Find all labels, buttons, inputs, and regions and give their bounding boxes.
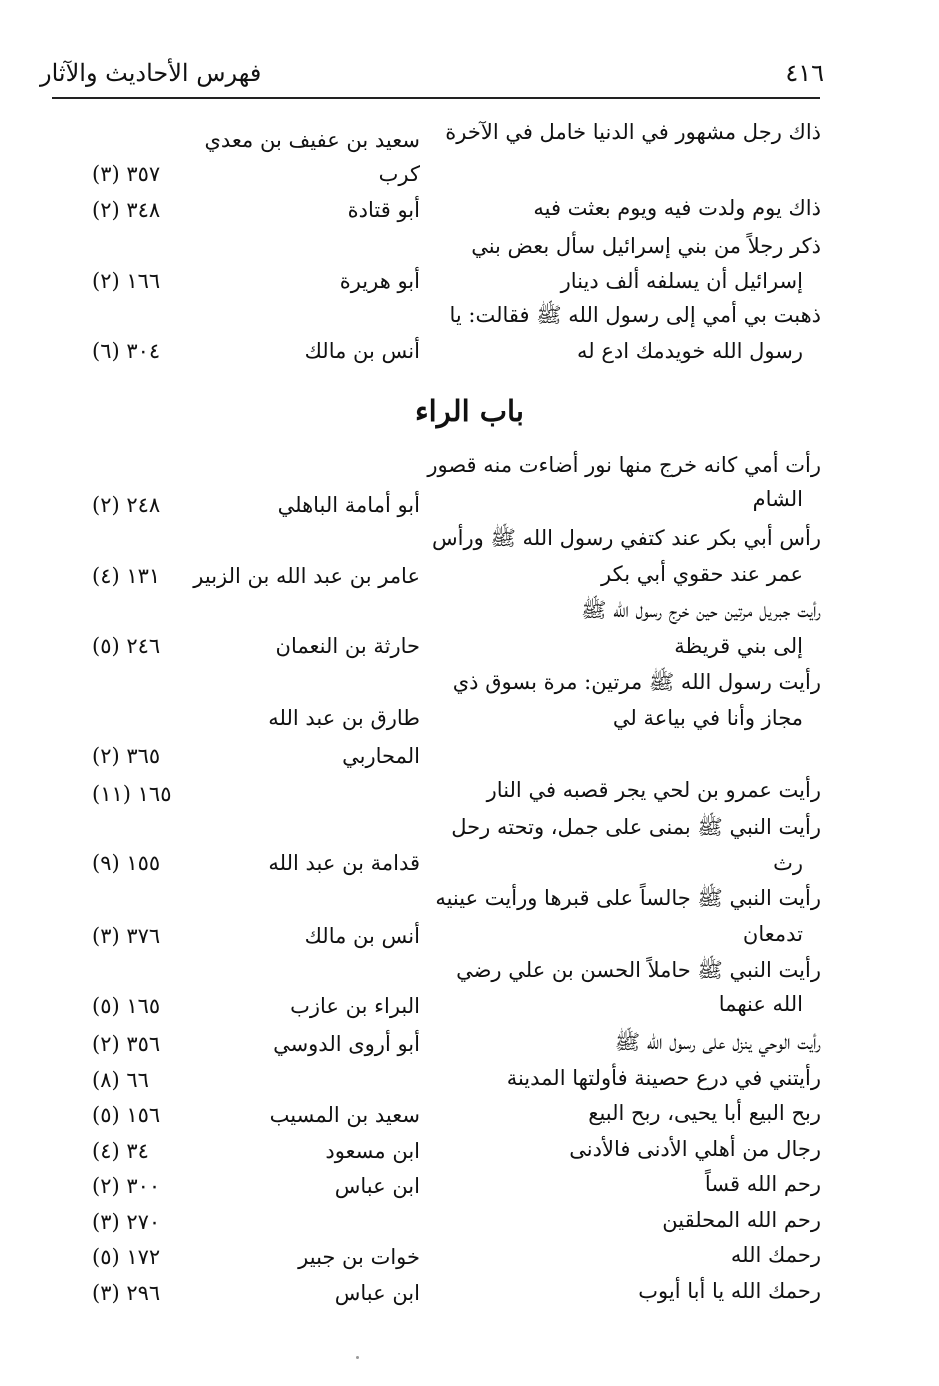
- narrator: ابن عباس: [334, 1281, 420, 1305]
- hadith-text: الشام: [752, 487, 803, 511]
- hadith-text: رحم الله المحلقين: [662, 1208, 821, 1232]
- narrator: عامر بن عبد الله بن الزبير: [193, 564, 420, 588]
- hadith-text: رأيت النبي ﷺ جالساً على قبرها ورأيت عينيه: [435, 886, 821, 910]
- hadith-text: إلى بني قريظة: [674, 634, 803, 658]
- hadith-text: تدمعان: [742, 922, 803, 946]
- reference: ٣٥٧ (٣): [92, 162, 161, 186]
- hadith-text: ذهبت بي أمي إلى رسول الله ﷺ فقالت: يا: [449, 303, 821, 327]
- running-title: فهرس الأحاديث والآثار: [40, 59, 262, 87]
- hadith-text: رأيت جبريل مرتين حين خرج رسول الله ﷺ: [581, 598, 821, 622]
- hadith-text: رأيت النبي ﷺ حاملاً الحسن بن علي رضي: [456, 958, 821, 982]
- hadith-text: رأيت النبي ﷺ بمنى على جمل، وتحته رحل: [451, 815, 821, 839]
- section-heading: باب الراء: [415, 394, 524, 428]
- scan-speck: [356, 1356, 359, 1359]
- reference: ٣٤ (٤): [92, 1139, 149, 1163]
- narrator: البراء بن عازب: [290, 994, 420, 1018]
- hadith-text: رسول الله خويدمك ادع له: [576, 339, 803, 363]
- reference: ٦٦ (٨): [92, 1068, 149, 1092]
- hadith-text: رحمك الله: [730, 1243, 821, 1267]
- narrator: أنس بن مالك: [304, 924, 420, 948]
- hadith-text: الله عنهما: [718, 992, 803, 1016]
- reference: ٢٩٦ (٣): [92, 1281, 161, 1305]
- narrator: كرب: [378, 162, 420, 186]
- narrator: أبو قتادة: [347, 198, 420, 222]
- reference: ٢٤٨ (٢): [92, 493, 161, 517]
- hadith-text: ذكر رجلاً من بني إسرائيل سأل بعض بني: [471, 234, 821, 258]
- reference: ١٦٥ (١١): [92, 782, 172, 806]
- reference: ١٧٢ (٥): [92, 1245, 161, 1269]
- hadith-text: رأيتني في درع حصينة فأولتها المدينة: [506, 1066, 821, 1090]
- page-number: ٤١٦: [785, 59, 824, 87]
- hadith-text: رث: [773, 851, 803, 875]
- narrator: خوات بن جبير: [298, 1245, 420, 1269]
- header-rule: [52, 97, 820, 99]
- reference: ١٣١ (٤): [92, 564, 161, 588]
- hadith-text: عمر عند حقوي أبي بكر: [601, 562, 803, 586]
- hadith-text: رأيت الوحي ينزل على رسول الله ﷺ: [614, 1030, 821, 1054]
- narrator: طارق بن عبد الله: [268, 706, 420, 730]
- narrator: سعيد بن عفيف بن معدي: [204, 128, 420, 152]
- narrator: ابن مسعود: [325, 1139, 420, 1163]
- reference: ٢٤٦ (٥): [92, 634, 161, 658]
- hadith-text: رأيت رسول الله ﷺ مرتين: مرة بسوق ذي: [452, 670, 821, 694]
- reference: ٣٠٠ (٢): [92, 1174, 161, 1198]
- reference: ١٦٦ (٢): [92, 269, 161, 293]
- hadith-text: ربح البيع أبا يحيى، ربح البيع: [588, 1101, 821, 1125]
- reference: ١٦٥ (٥): [92, 994, 161, 1018]
- reference: ١٥٦ (٥): [92, 1103, 161, 1127]
- narrator: أبو أمامة الباهلي: [277, 493, 420, 517]
- narrator: أنس بن مالك: [304, 339, 420, 363]
- hadith-text: رأيت عمرو بن لحي يجر قصبه في النار: [486, 778, 821, 802]
- hadith-text: رحمك الله يا أبا أيوب: [638, 1279, 821, 1303]
- reference: ٣٥٦ (٢): [92, 1032, 161, 1056]
- narrator: أبو هريرة: [339, 269, 420, 293]
- reference: ٣٤٨ (٢): [92, 198, 161, 222]
- hadith-text: رحم الله قساً: [704, 1172, 821, 1196]
- reference: ٣٧٦ (٣): [92, 924, 161, 948]
- hadith-text: رأس أبي بكر عند كتفي رسول الله ﷺ ورأس: [432, 526, 821, 550]
- reference: ٣٠٤ (٦): [92, 339, 161, 363]
- narrator: ابن عباس: [334, 1174, 420, 1198]
- hadith-text: إسرائيل أن يسلفه ألف دينار: [560, 269, 803, 293]
- hadith-text: رجال من أهلي الأدنى فالأدنى: [569, 1137, 821, 1161]
- narrator: سعيد بن المسيب: [269, 1103, 420, 1127]
- hadith-text: ذاك رجل مشهور في الدنيا خامل في الآخرة: [445, 120, 821, 144]
- narrator: حارثة بن النعمان: [275, 634, 420, 658]
- hadith-text: رأت أمي كانه خرج منها نور أضاءت منه قصور: [427, 453, 821, 477]
- hadith-text: ذاك يوم ولدت فيه ويوم بعثت فيه: [533, 196, 821, 220]
- reference: ١٥٥ (٩): [92, 851, 161, 875]
- narrator: المحاربي: [342, 744, 420, 768]
- narrator: قدامة بن عبد الله: [268, 851, 420, 875]
- hadith-text: مجاز وأنا في بياعة لي: [612, 706, 803, 730]
- narrator: أبو أروى الدوسي: [273, 1032, 420, 1056]
- reference: ٣٦٥ (٢): [92, 744, 161, 768]
- reference: ٢٧٠ (٣): [92, 1210, 161, 1234]
